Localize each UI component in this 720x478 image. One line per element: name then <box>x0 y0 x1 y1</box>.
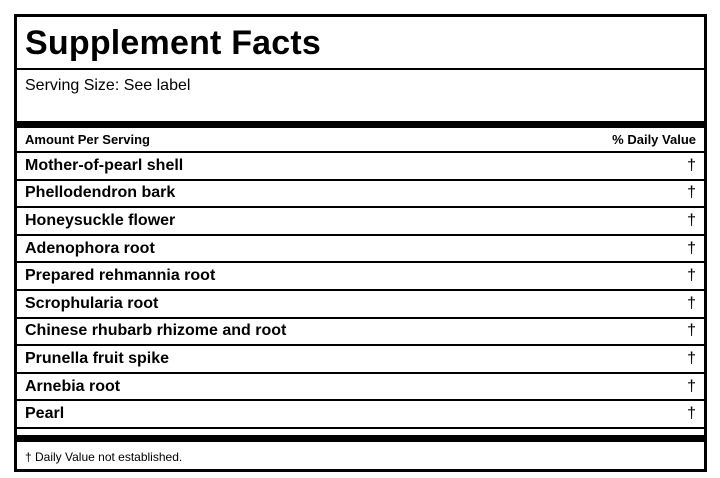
ingredient-name: Honeysuckle flower <box>25 211 176 229</box>
ingredient-daily-value: † <box>687 211 696 229</box>
ingredient-row <box>17 374 704 402</box>
ingredient-name: Pearl <box>25 405 65 423</box>
ingredient-name: Mother-of-pearl shell <box>25 156 184 174</box>
column-header-row <box>17 128 704 153</box>
supplement-facts-panel <box>14 14 707 472</box>
ingredient-daily-value: † <box>687 239 696 257</box>
ingredient-daily-value: † <box>687 294 696 312</box>
ingredient-name: Chinese rhubarb rhizome and root <box>25 322 287 340</box>
ingredient-row <box>17 153 704 181</box>
ingredient-daily-value: † <box>687 377 696 395</box>
ingredient-name: Prunella fruit spike <box>25 349 170 367</box>
ingredient-row <box>17 263 704 291</box>
ingredient-row <box>17 208 704 236</box>
thick-divider <box>17 435 704 442</box>
ingredient-row <box>17 236 704 264</box>
ingredient-daily-value: † <box>687 267 696 285</box>
serving-size: Serving Size: See label <box>25 77 191 94</box>
ingredient-daily-value: † <box>687 349 696 367</box>
ingredient-daily-value: † <box>687 184 696 202</box>
ingredient-name: Prepared rehmannia root <box>25 267 216 285</box>
ingredient-name: Adenophora root <box>25 239 155 257</box>
ingredient-daily-value: † <box>687 156 696 174</box>
ingredient-row <box>17 319 704 347</box>
ingredient-row <box>17 181 704 209</box>
ingredient-name: Arnebia root <box>25 377 121 395</box>
ingredient-row <box>17 346 704 374</box>
footnote: † Daily Value not established. <box>25 449 183 464</box>
ingredient-name: Phellodendron bark <box>25 184 176 202</box>
ingredient-daily-value: † <box>687 405 696 423</box>
ingredient-name: Scrophularia root <box>25 294 159 312</box>
daily-value-header: % Daily Value <box>612 132 696 147</box>
ingredient-daily-value: † <box>687 322 696 340</box>
amount-per-serving-header: Amount Per Serving <box>25 132 150 147</box>
ingredient-row <box>17 291 704 319</box>
ingredient-row <box>17 401 704 429</box>
thick-divider <box>17 121 704 128</box>
panel-title: Supplement Facts <box>17 17 704 70</box>
